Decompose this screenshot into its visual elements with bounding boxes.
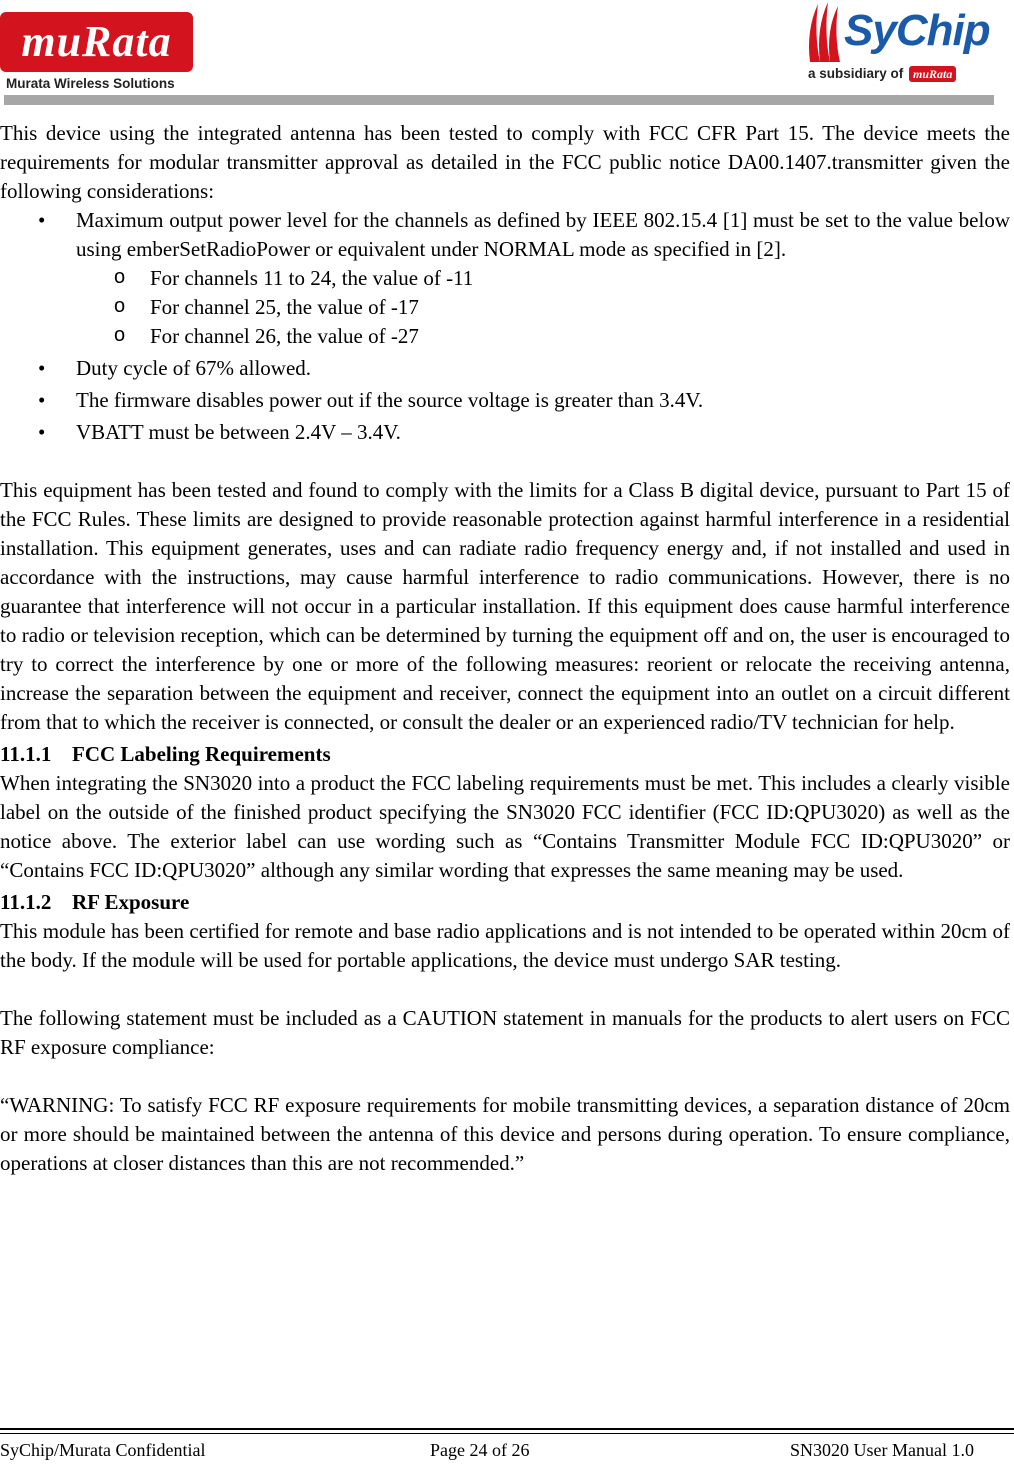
sub-item bbox=[0, 293, 1010, 322]
spacer bbox=[0, 447, 1010, 476]
bullet-text: VBATT must be between 2.4V – 3.4V. bbox=[76, 420, 401, 444]
bullet-text: Duty cycle of 67% allowed. bbox=[76, 356, 312, 380]
fcc-statement: This equipment has been tested and found to comply with the limits for a Class B digital device, pursuant to Part 15 of the FCC Rules. These limits are designed to provide reasonable protection against harmful interference in a residential installation. This equipment generates, uses and can radiate radio frequency energy and, if not installed and used in accordance with the instructions, may cause harmful interference to radio communications. However, there is no guarantee that interference will not occur in a particular installation. If this equipment does cause harmful interference to radio or television reception, which can be determined by turning the equipment off and on, the user is encouraged to try to correct the interference by one or more of the following measures: reorient or relocate the receiving antenna, increase the separation between the equipment and receiver, connect the equipment into an outlet on a circuit different from that to which the receiver is connected, or consult the dealer or an experienced radio/TV technician for help. bbox=[0, 478, 1010, 734]
intro-paragraph: This device using the integrated antenna has been tested to comply with FCC CFR Part 15. The device meets the requirements for modular transmitter approval as detailed in the FCC public notice DA00.1407.transmitter given the following considerations: bbox=[0, 121, 1010, 203]
spacer bbox=[0, 975, 1010, 1004]
bullet-symbol: • bbox=[38, 388, 46, 412]
warning-paragraph: “WARNING: To satisfy FCC RF exposure requirements for mobile transmitting devices, a separation distance of 20cm or more should be maintained between the antenna of this device and persons during operation. To ensure compliance, operations at closer distances than this are not recommended.” bbox=[0, 1093, 1010, 1175]
sub-bullet-symbol: o bbox=[114, 295, 126, 317]
labeling-paragraph: When integrating the SN3020 into a product the FCC labeling requirements must be met. This includes a clearly visible label on the outside of the finished product specifying the SN3020 FCC identifier (FCC ID:QPU3020) as well as the notice above. The exterior label can use wording such as “Contains Transmitter Module FCC ID:QPU3020” or “Contains FCC ID:QPU3020” although any similar wording that expresses the same meaning may be used. bbox=[0, 771, 1010, 882]
sub-item-text: For channel 25, the value of -17 bbox=[150, 295, 419, 319]
bullet-item bbox=[0, 206, 1010, 351]
sub-item bbox=[0, 264, 1010, 293]
sychip-logo-text: SyChip bbox=[844, 6, 990, 55]
murata-logo-text: muRata bbox=[21, 17, 172, 66]
section-heading-rf-exposure bbox=[0, 885, 1010, 917]
bullet-text: Maximum output power level for the channels as defined by IEEE 802.15.4 [1] must be set to the value below using emberSetRadioPower or equivalent under NORMAL mode as specified in [2]. bbox=[76, 208, 1010, 261]
sychip-subtitle-text: a subsidiary of bbox=[808, 66, 904, 81]
section-heading-labeling bbox=[0, 737, 1010, 769]
bullet-symbol: • bbox=[38, 420, 46, 444]
footer-page-number: Page 24 of 26 bbox=[430, 1440, 530, 1460]
section-title: RF Exposure bbox=[72, 890, 190, 914]
section-number: 11.1.1 bbox=[0, 742, 52, 766]
page-content bbox=[0, 119, 1010, 1178]
rf-paragraph: This module has been certified for remote and base radio applications and is not intended to be operated within 20cm of the body. If the module will be used for portable applications, the device must undergo SAR testing. bbox=[0, 919, 1010, 972]
sub-item-text: For channel 26, the value of -27 bbox=[150, 324, 419, 348]
bullet-symbol: • bbox=[38, 356, 46, 380]
channel-sublist bbox=[0, 264, 1010, 351]
considerations-list bbox=[0, 206, 1010, 447]
sub-item bbox=[0, 322, 1010, 351]
bullet-item bbox=[0, 418, 1010, 447]
bullet-text: The firmware disables power out if the source voltage is greater than 3.4V. bbox=[76, 388, 704, 412]
section-number: 11.1.2 bbox=[0, 890, 52, 914]
sub-item-text: For channels 11 to 24, the value of -11 bbox=[150, 266, 474, 290]
caution-intro-paragraph: The following statement must be included as a CAUTION statement in manuals for the products to alert users on FCC RF exposure compliance: bbox=[0, 1006, 1010, 1059]
footer-divider-thin bbox=[0, 1433, 1014, 1434]
bullet-symbol: • bbox=[38, 208, 46, 232]
footer-document-title: SN3020 User Manual 1.0 bbox=[790, 1440, 974, 1460]
murata-logo-subtitle: Murata Wireless Solutions bbox=[6, 76, 175, 91]
section-title: FCC Labeling Requirements bbox=[72, 742, 331, 766]
sub-bullet-symbol: o bbox=[114, 324, 126, 346]
sychip-flame-icon bbox=[804, 0, 846, 64]
murata-logo bbox=[0, 12, 194, 94]
footer-confidential: SyChip/Murata Confidential bbox=[0, 1440, 206, 1460]
bullet-item bbox=[0, 386, 1010, 415]
header-divider bbox=[4, 95, 994, 105]
sychip-logo bbox=[794, 0, 999, 92]
sub-bullet-symbol: o bbox=[114, 266, 126, 288]
bullet-item bbox=[0, 354, 1010, 383]
sychip-mini-murata-logo: muRata bbox=[909, 66, 956, 82]
spacer bbox=[0, 1062, 1010, 1091]
footer-divider bbox=[0, 1428, 1014, 1430]
sychip-logo-subtitle bbox=[808, 66, 956, 82]
